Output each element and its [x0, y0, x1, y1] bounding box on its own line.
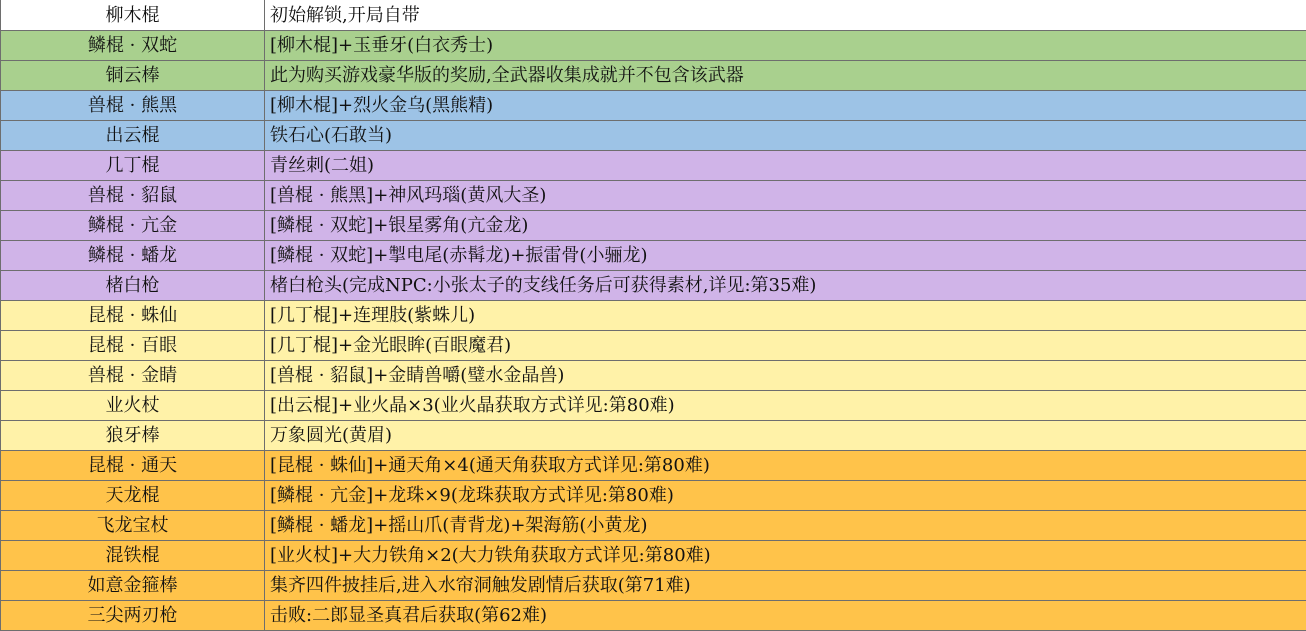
unlock-method-cell: 铁石心(石敢当) — [265, 121, 1306, 151]
table-row — [1, 451, 1306, 481]
weapon-name-cell: 飞龙宝杖 — [1, 511, 265, 541]
weapon-name-cell: 鳞棍 · 亢金 — [1, 211, 265, 241]
weapon-name-cell: 天龙棍 — [1, 481, 265, 511]
table-row — [1, 91, 1306, 121]
weapon-name-cell: 鳞棍 · 双蛇 — [1, 31, 265, 61]
table-row — [1, 31, 1306, 61]
weapon-name-cell: 昆棍 · 百眼 — [1, 331, 265, 361]
weapon-name-cell: 狼牙棒 — [1, 421, 265, 451]
unlock-method-cell: 楮白枪头(完成NPC:小张太子的支线任务后可获得素材,详见:第35难) — [265, 271, 1306, 301]
unlock-method-cell: [昆棍 · 蛛仙]+通天角×4(通天角获取方式详见:第80难) — [265, 451, 1306, 481]
unlock-method-cell: [兽棍 · 熊黑]+神风玛瑙(黄风大圣) — [265, 181, 1306, 211]
unlock-method-cell: [几丁棍]+金光眼眸(百眼魔君) — [265, 331, 1306, 361]
weapon-name-cell: 鳞棍 · 蟠龙 — [1, 241, 265, 271]
table-row — [1, 331, 1306, 361]
unlock-method-cell: 集齐四件披挂后,进入水帘洞触发剧情后获取(第71难) — [265, 571, 1306, 601]
weapon-name-cell: 楮白枪 — [1, 271, 265, 301]
table-row — [1, 421, 1306, 451]
weapon-name-cell: 三尖两刃枪 — [1, 601, 265, 631]
table-row — [1, 511, 1306, 541]
table-row — [1, 61, 1306, 91]
unlock-method-cell: 初始解锁,开局自带 — [265, 0, 1306, 31]
weapon-name-cell: 如意金箍棒 — [1, 571, 265, 601]
table-row — [1, 301, 1306, 331]
table-row — [1, 271, 1306, 301]
unlock-method-cell: [出云棍]+业火晶×3(业火晶获取方式详见:第80难) — [265, 391, 1306, 421]
table-row — [1, 0, 1306, 31]
table-row — [1, 571, 1306, 601]
weapon-name-cell: 兽棍 · 貂鼠 — [1, 181, 265, 211]
table-row — [1, 601, 1306, 631]
unlock-method-cell: 击败:二郎显圣真君后获取(第62难) — [265, 601, 1306, 631]
table-row — [1, 151, 1306, 181]
weapon-table-body — [1, 0, 1306, 631]
table-row — [1, 481, 1306, 511]
unlock-method-cell: [鳞棍 · 亢金]+龙珠×9(龙珠获取方式详见:第80难) — [265, 481, 1306, 511]
unlock-method-cell: [柳木棍]+烈火金乌(黑熊精) — [265, 91, 1306, 121]
unlock-method-cell: 此为购买游戏豪华版的奖励,全武器收集成就并不包含该武器 — [265, 61, 1306, 91]
weapon-name-cell: 柳木棍 — [1, 0, 265, 31]
table-row — [1, 361, 1306, 391]
weapon-name-cell: 出云棍 — [1, 121, 265, 151]
weapon-name-cell: 铜云棒 — [1, 61, 265, 91]
unlock-method-cell: 青丝刺(二姐) — [265, 151, 1306, 181]
unlock-method-cell: [鳞棍 · 双蛇]+银星雾角(亢金龙) — [265, 211, 1306, 241]
unlock-method-cell: [兽棍 · 貂鼠]+金睛兽嚼(璧水金晶兽) — [265, 361, 1306, 391]
unlock-method-cell: [几丁棍]+连理肢(紫蛛儿) — [265, 301, 1306, 331]
table-row — [1, 391, 1306, 421]
table-row — [1, 181, 1306, 211]
unlock-method-cell: [柳木棍]+玉垂牙(白衣秀士) — [265, 31, 1306, 61]
table-row — [1, 211, 1306, 241]
weapon-name-cell: 几丁棍 — [1, 151, 265, 181]
weapon-name-cell: 昆棍 · 通天 — [1, 451, 265, 481]
weapon-name-cell: 昆棍 · 蛛仙 — [1, 301, 265, 331]
weapon-name-cell: 兽棍 · 熊黑 — [1, 91, 265, 121]
weapon-name-cell: 业火杖 — [1, 391, 265, 421]
unlock-method-cell: [鳞棍 · 蟠龙]+摇山爪(青背龙)+架海筋(小黄龙) — [265, 511, 1306, 541]
weapon-name-cell: 混铁棍 — [1, 541, 265, 571]
unlock-method-cell: [业火杖]+大力铁角×2(大力铁角获取方式详见:第80难) — [265, 541, 1306, 571]
weapon-name-cell: 兽棍 · 金睛 — [1, 361, 265, 391]
unlock-method-cell: [鳞棍 · 双蛇]+掣电尾(赤髯龙)+振雷骨(小骊龙) — [265, 241, 1306, 271]
table-row — [1, 541, 1306, 571]
table-row — [1, 241, 1306, 271]
unlock-method-cell: 万象圆光(黄眉) — [265, 421, 1306, 451]
table-row — [1, 121, 1306, 151]
